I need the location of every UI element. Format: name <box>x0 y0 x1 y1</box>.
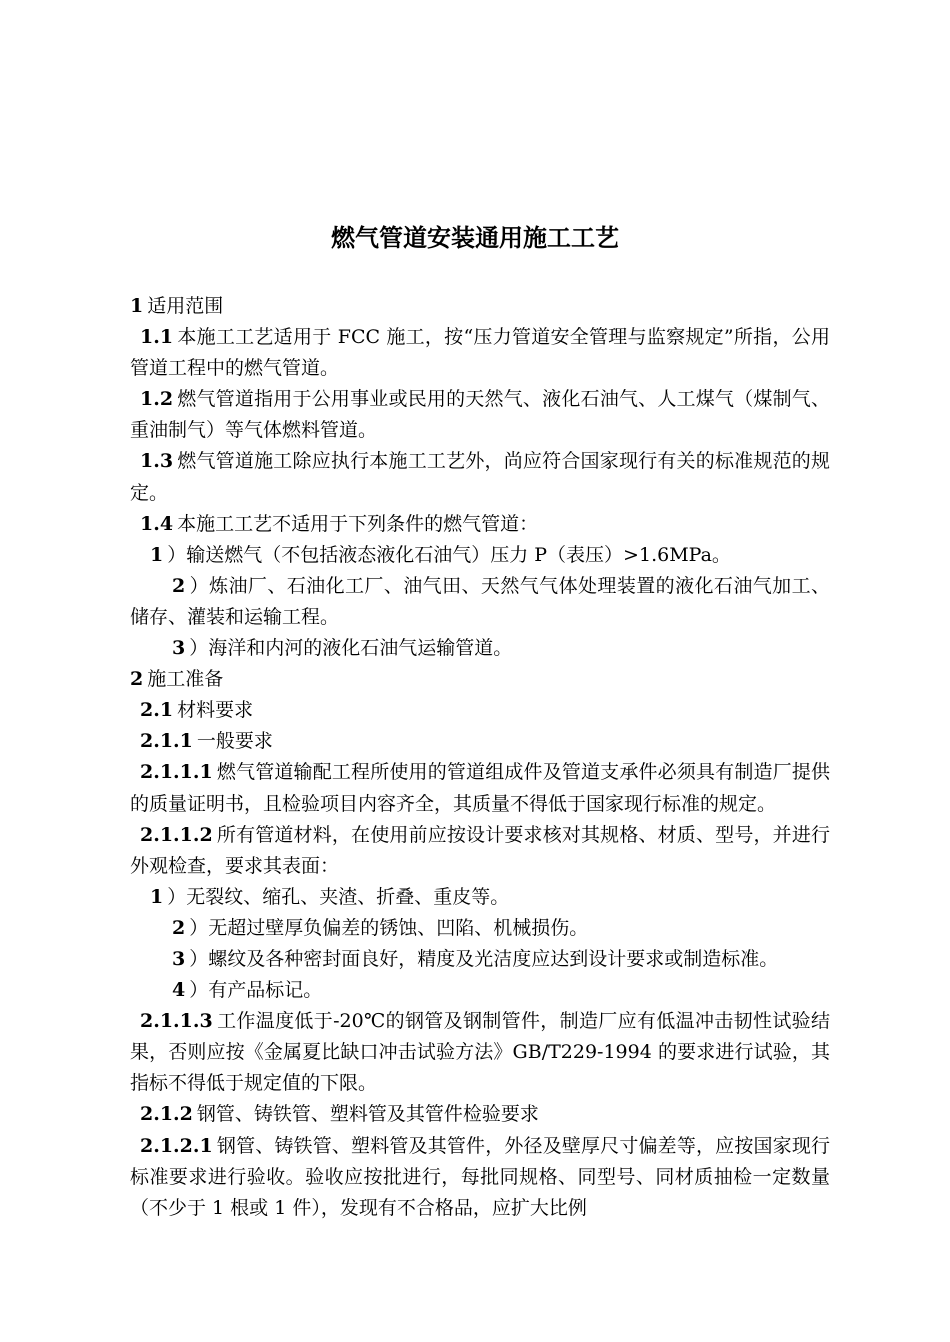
paragraph <box>130 664 830 695</box>
section-number: 1 <box>150 543 164 566</box>
section-number: 1.3 <box>140 450 174 473</box>
section-number: 2 <box>172 574 186 597</box>
paragraph-text: 燃气管道指用于公用事业或民用的天然气、液化石油气、人工煤气（煤制气、重油制气）等气体燃料管道。 <box>130 388 830 442</box>
section-number: 2.1.1 <box>140 730 193 753</box>
section-number: 1 <box>130 295 144 317</box>
paragraph <box>130 633 830 664</box>
section-number: 2.1 <box>140 699 174 722</box>
paragraph <box>130 446 830 508</box>
paragraph-text: ）无裂纹、缩孔、夹渣、折叠、重皮等。 <box>167 885 510 908</box>
section-number: 1.2 <box>140 388 174 411</box>
section-number: 4 <box>172 979 186 1002</box>
document-body <box>130 291 830 1224</box>
paragraph <box>130 726 830 757</box>
paragraph <box>130 540 830 571</box>
section-number: 2.1.1.3 <box>140 1010 213 1033</box>
section-number: 1.4 <box>140 512 174 535</box>
section-number: 1 <box>150 885 164 908</box>
paragraph-text: 本施工工艺不适用于下列条件的燃气管道： <box>177 512 539 535</box>
section-number: 1.1 <box>140 326 174 349</box>
paragraph-text: ）海洋和内河的液化石油气运输管道。 <box>189 637 513 660</box>
paragraph-text: 钢管、铸铁管、塑料管及其管件检验要求 <box>196 1103 539 1126</box>
paragraph <box>130 882 830 913</box>
paragraph <box>130 944 830 975</box>
paragraph <box>130 322 830 384</box>
paragraph-text: 一般要求 <box>196 730 273 753</box>
paragraph-text: 材料要求 <box>177 699 254 722</box>
paragraph <box>130 1131 830 1224</box>
document-title: 燃气管道安装通用施工工艺 <box>331 224 619 252</box>
paragraph-text: 本施工工艺适用于 FCC 施工，按“压力管道安全管理与监察规定”所指，公用管道工程中的燃气管道。 <box>130 326 830 380</box>
section-number: 3 <box>172 637 186 660</box>
section-number: 2 <box>172 916 186 939</box>
paragraph-text: 燃气管道施工除应执行本施工工艺外，尚应符合国家现行有关的标准规范的规定。 <box>130 450 830 504</box>
paragraph <box>130 509 830 540</box>
paragraph <box>130 291 830 322</box>
paragraph <box>130 384 830 446</box>
section-number: 2.1.2.1 <box>140 1134 213 1157</box>
paragraph-text: ）有产品标记。 <box>189 979 323 1002</box>
paragraph <box>130 1006 830 1099</box>
section-number: 2 <box>130 668 144 691</box>
paragraph-text: ）螺纹及各种密封面良好，精度及光洁度应达到设计要求或制造标准。 <box>189 947 779 970</box>
paragraph <box>130 571 830 633</box>
paragraph <box>130 757 830 819</box>
paragraph <box>130 1099 830 1130</box>
paragraph-text: 钢管、铸铁管、塑料管及其管件，外径及壁厚尺寸偏差等，应按国家现行标准要求进行验收。验收应按批进行，每批同规格、同型号、同材质抽检一定数量（不少于 1 根或 1 件），发现有不合格品，应扩大比例 <box>130 1134 830 1219</box>
section-number: 2.1.1.1 <box>140 761 213 784</box>
paragraph-text: ）输送燃气（不包括液态液化石油气）压力 P（表压）>1.6MPa。 <box>167 543 731 566</box>
section-number: 2.1.1.2 <box>140 823 213 846</box>
paragraph <box>130 975 830 1006</box>
paragraph-text: 适用范围 <box>147 295 224 317</box>
section-number: 2.1.2 <box>140 1103 193 1126</box>
paragraph-text: ）无超过壁厚负偏差的锈蚀、凹陷、机械损伤。 <box>189 916 589 939</box>
paragraph-text: 工作温度低于-20℃的钢管及钢制管件，制造厂应有低温冲击韧性试验结果，否则应按《金属夏比缺口冲击试验方法》GB/T229-1994 的要求进行试验，其指标不得低于规定值的下限。 <box>130 1010 830 1095</box>
paragraph-text: ）炼油厂、石油化工厂、油气田、天然气气体处理装置的液化石油气加工、储存、灌装和运输工程。 <box>130 574 830 628</box>
paragraph-text: 燃气管道输配工程所使用的管道组成件及管道支承件必须具有制造厂提供的质量证明书，且检验项目内容齐全，其质量不得低于国家现行标准的规定。 <box>130 761 830 815</box>
paragraph <box>130 695 830 726</box>
paragraph <box>130 820 830 882</box>
section-number: 3 <box>172 947 186 970</box>
paragraph-text: 所有管道材料，在使用前应按设计要求核对其规格、材质、型号，并进行外观检查，要求其表面： <box>130 823 830 877</box>
paragraph <box>130 913 830 944</box>
paragraph-text: 施工准备 <box>147 668 224 691</box>
